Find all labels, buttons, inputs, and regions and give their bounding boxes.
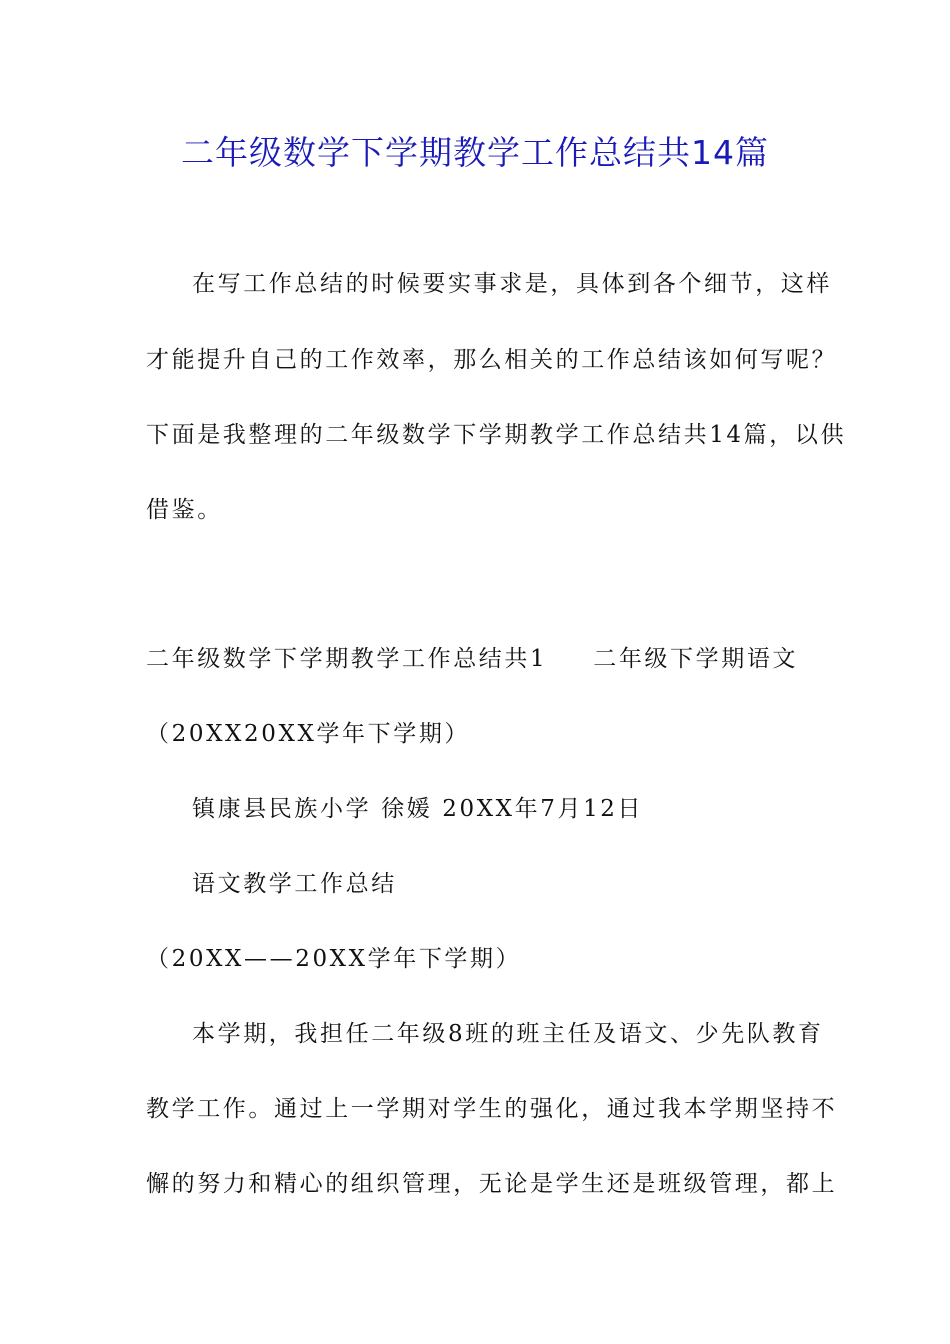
document-title: 二年级数学下学期教学工作总结共14篇 [181, 133, 769, 172]
section-heading: 二年级数学下学期教学工作总结共1 [146, 646, 548, 672]
body-paragraph-line: 本学期，我担任二年级8班的班主任及语文、少先队教育 [192, 1021, 824, 1047]
term-line: （20XX20XX学年下学期） [146, 721, 471, 747]
intro-paragraph-line: 在写工作总结的时候要实事求是，具体到各个细节，这样 [192, 271, 832, 297]
summary-heading: 语文教学工作总结 [192, 871, 397, 897]
intro-paragraph-line: 才能提升自己的工作效率，那么相关的工作总结该如何写呢？ [146, 347, 838, 373]
body-paragraph-line: 懈的努力和精心的组织管理，无论是学生还是班级管理，都上 [146, 1171, 838, 1197]
term-line-2: （20XX——20XX学年下学期） [146, 946, 522, 972]
section-heading-line [146, 641, 798, 677]
author-line: 镇康县民族小学 徐媛 20XX年7月12日 [192, 796, 644, 822]
body-paragraph-line: 教学工作。通过上一学期对学生的强化，通过我本学期坚持不 [146, 1096, 838, 1122]
intro-paragraph-line: 借鉴。 [146, 497, 223, 523]
section-subheading: 二年级下学期语文 [593, 646, 799, 672]
intro-paragraph-line: 下面是我整理的二年级数学下学期教学工作总结共14篇，以供 [146, 422, 847, 448]
